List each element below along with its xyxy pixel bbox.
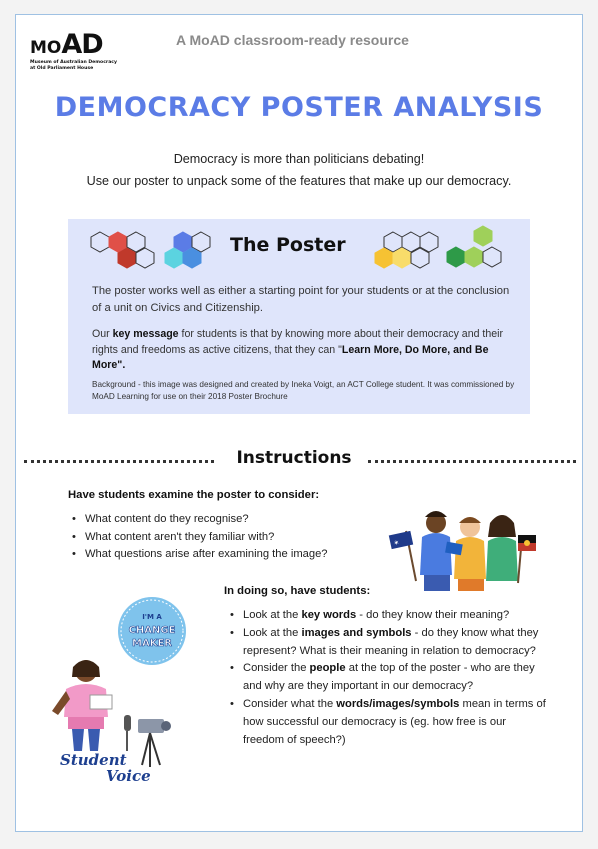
poster-paragraph-1: The poster works well as either a starting point for your students or at the conclusion of a unit on Civics and Citizenship. (92, 285, 510, 314)
p2-slogan: Learn More, Do More, and Be More". (92, 343, 489, 371)
item-text-a: Look at the (243, 609, 302, 621)
dotted-rule-right (368, 460, 576, 463)
logo-wordmark (30, 31, 150, 58)
item-text-a: Consider the (243, 662, 310, 675)
logo-mo: MO (30, 38, 62, 58)
item-bold: key words (301, 609, 357, 621)
consider-list (70, 511, 390, 564)
item-bold: words/images/symbols (336, 697, 460, 710)
item-text-a: Look at the (243, 626, 302, 639)
p2-text-c: for students is that by knowing more about their democracy and their rights and freedoms as active citizens, that they can " (92, 328, 504, 356)
list-item: • What questions arise after examining the image? (70, 546, 390, 564)
instructions-divider (24, 448, 576, 474)
badge-line-3: MAKER (132, 638, 172, 649)
intro-line-1: Democracy is more than politicians debating! (173, 152, 425, 166)
student-voice-line-1: Student (60, 751, 127, 769)
item-text-c: at the top of the poster - who are they and why are they important in our democracy? (243, 662, 535, 693)
poster-paragraph-2 (92, 327, 522, 374)
p2-key-message: key message (112, 328, 179, 340)
item-bold: images and symbols (301, 626, 412, 639)
resource-page (15, 14, 583, 832)
badge-line-2: CHANGE (128, 625, 176, 636)
dotted-rule-left (24, 460, 214, 463)
list-item: • What content do they recognise? (70, 511, 390, 529)
hexagons-yellow-icon (374, 231, 442, 271)
hexagons-blue-icon (164, 231, 214, 271)
moad-logo (30, 31, 150, 71)
consider-heading: Have students examine the poster to consider: (68, 489, 320, 501)
list-item: • What content aren't they familiar with? (70, 529, 390, 547)
hexagons-green-icon (446, 225, 506, 271)
logo-subtitle (30, 60, 150, 71)
item-text-c: - do they know their meaning? (356, 609, 510, 621)
poster-background-note: Background - this image was designed and created by Ineka Voigt, an ACT College student. It was commissioned by MoAD Learning for use on their 2018 Poster Brochure (92, 380, 515, 401)
svg-text:✶: ✶ (392, 538, 401, 548)
list-item (228, 625, 548, 661)
logo-ad: AD (61, 29, 103, 60)
list-item (228, 660, 548, 696)
p2-text-a: Our (92, 328, 113, 340)
logo-subtitle-line1: Museum of Australian Democracy (30, 60, 118, 65)
poster-heading: The Poster (230, 234, 346, 256)
item-text-c: mean in terms of how successful our democracy is (eg. how free is our freedom of speech?) (243, 697, 546, 746)
item-text-c: - do they know what they represent? What is their meaning in relation to democracy? (243, 626, 539, 657)
tagline: A MoAD classroom-ready resource (176, 32, 409, 48)
logo-subtitle-line2: at Old Parliament House (30, 65, 94, 71)
item-bold: people (309, 662, 346, 675)
doing-heading: In doing so, have students: (224, 585, 371, 597)
poster-panel (68, 219, 530, 414)
hexagons-red-icon (90, 231, 158, 271)
item-text-a: Consider what the (243, 697, 337, 710)
intro-text (16, 148, 582, 192)
page-title: DEMOCRACY POSTER ANALYSIS (54, 92, 544, 123)
student-voice-illustration (46, 655, 181, 785)
student-voice-line-2: Voice (106, 767, 151, 785)
list-item (228, 696, 548, 749)
doing-list (228, 607, 548, 749)
children-with-flags-illustration (388, 503, 538, 593)
instructions-heading: Instructions (236, 448, 352, 468)
list-item (228, 607, 548, 625)
badge-line-1: I'M A (142, 613, 162, 621)
intro-line-2: Use our poster to unpack some of the features that make up our democracy. (86, 174, 512, 188)
